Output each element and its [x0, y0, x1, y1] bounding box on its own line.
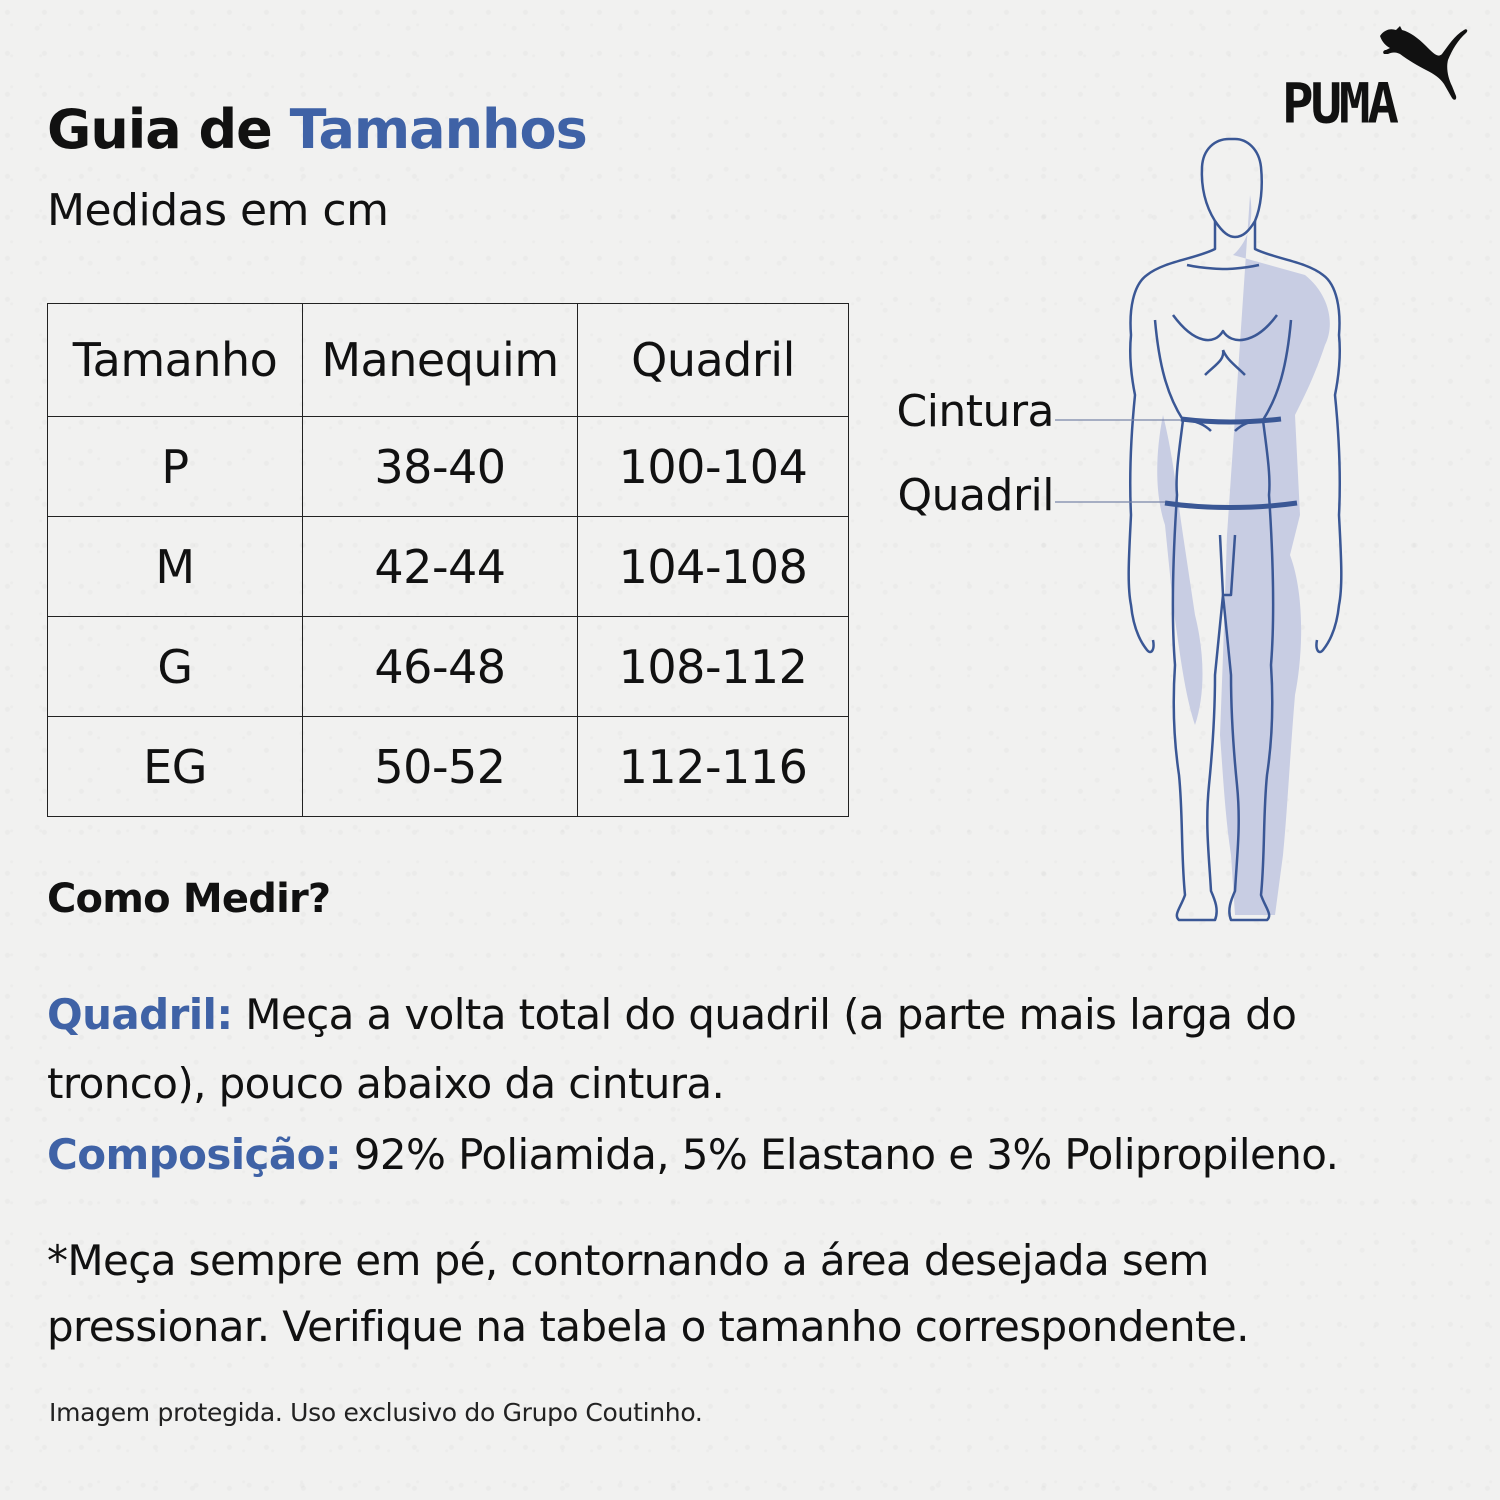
- column-header: Tamanho: [48, 304, 303, 417]
- composition-label: Composição:: [47, 1130, 342, 1179]
- manequim-cell: 42-44: [303, 517, 578, 617]
- quadril-cell: 112-116: [578, 717, 849, 817]
- manequim-cell: 50-52: [303, 717, 578, 817]
- title-part-1: Guia de: [47, 98, 290, 161]
- brand-wordmark: PUMA: [1282, 72, 1396, 136]
- title-part-2: Tamanhos: [289, 98, 587, 161]
- measurement-note: *Meça sempre em pé, contornando a área desejada sem pressionar. Verifique na tabela o tamanho correspondente.: [47, 1236, 1249, 1351]
- size-cell: M: [48, 517, 303, 617]
- hip-label: Quadril: [897, 470, 1054, 521]
- table-header-row: [48, 304, 849, 417]
- hip-instruction-text: Meça a volta total do quadril (a parte mais larga do tronco), pouco abaixo da cintura.: [47, 990, 1297, 1108]
- composition: [47, 1120, 1467, 1189]
- manequim-cell: 46-48: [303, 617, 578, 717]
- quadril-cell: 108-112: [578, 617, 849, 717]
- column-header: Quadril: [578, 304, 849, 417]
- composition-text: 92% Poliamida, 5% Elastano e 3% Polipropileno.: [341, 1130, 1339, 1179]
- puma-logo: [1282, 24, 1474, 136]
- subtitle: Medidas em cm: [47, 185, 389, 236]
- size-cell: G: [48, 617, 303, 717]
- hip-instruction-label: Quadril:: [47, 990, 233, 1039]
- copyright-notice: Imagem protegida. Uso exclusivo do Grupo Coutinho.: [49, 1398, 703, 1427]
- manequim-cell: 38-40: [303, 417, 578, 517]
- quadril-cell: 104-108: [578, 517, 849, 617]
- size-table: [47, 303, 849, 817]
- column-header: Manequim: [303, 304, 578, 417]
- table-row: [48, 517, 849, 617]
- size-cell: EG: [48, 717, 303, 817]
- table-row: [48, 417, 849, 517]
- hip-instruction: [47, 980, 1467, 1118]
- size-cell: P: [48, 417, 303, 517]
- quadril-cell: 100-104: [578, 417, 849, 517]
- page-title: [47, 98, 587, 161]
- body-measurement-figure: [1055, 135, 1365, 935]
- how-to-measure-heading: Como Medir?: [47, 876, 331, 922]
- table-row: [48, 717, 849, 817]
- table-row: [48, 617, 849, 717]
- waist-label: Cintura: [896, 386, 1054, 437]
